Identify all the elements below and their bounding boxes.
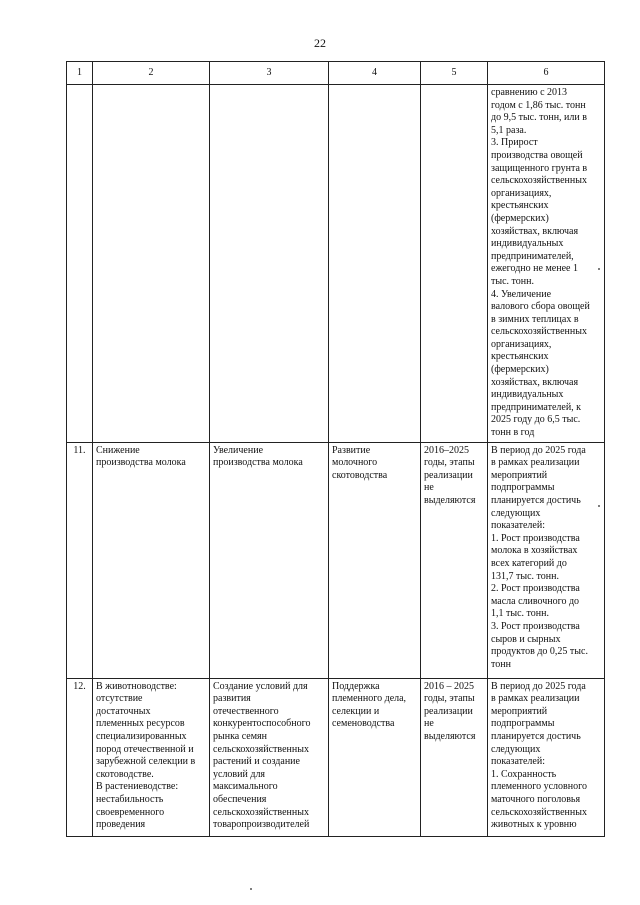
scan-speck bbox=[598, 268, 600, 270]
table-row bbox=[67, 678, 605, 836]
scan-speck bbox=[250, 888, 252, 890]
program-table bbox=[66, 61, 605, 837]
problem-cell: В животноводстве: отсутствие достаточных племенных ресурсов специализированных пород отечественной и зарубежной селекции в скотоводстве. В растениеводстве: нестабильность своевременного проведения bbox=[93, 678, 210, 836]
problem-cell bbox=[93, 85, 210, 443]
row-number bbox=[67, 85, 93, 443]
page-number: 22 bbox=[314, 36, 326, 50]
scan-speck bbox=[598, 505, 600, 507]
table-row bbox=[67, 85, 605, 443]
period-cell bbox=[421, 85, 488, 443]
result-cell: В период до 2025 года в рамках реализации мероприятий подпрограммы планируется достичь следующих показателей: 1. Рост производства молока в хозяйствах всех категорий до 131,7 тыс. тонн. 2. Рост производства масла сливочного до 1,1 тыс. тонн. 3. Рост производства сыров и сырных продуктов до 0,25 тыс. тонн bbox=[488, 442, 605, 678]
goal-cell: Создание условий для развития отечественного конкурентоспособного рынка семян сельскохозяйственных растений и создание условий для максимального обеспечения сельскохозяйственных товаропроизводителей bbox=[210, 678, 329, 836]
goal-cell bbox=[210, 85, 329, 443]
header-col-1: 1 bbox=[67, 62, 93, 85]
subprogram-cell: Поддержка племенного дела, селекции и семеноводства bbox=[329, 678, 421, 836]
period-cell: 2016–2025 годы, этапы реализации не выделяются bbox=[421, 442, 488, 678]
header-col-4: 4 bbox=[329, 62, 421, 85]
header-col-5: 5 bbox=[421, 62, 488, 85]
result-cell: В период до 2025 года в рамках реализации мероприятий подпрограммы планируется достичь следующих показателей: 1. Сохранность племенного условного маточного поголовья сельскохозяйственных животных к уровню bbox=[488, 678, 605, 836]
header-row bbox=[67, 62, 605, 85]
subprogram-cell bbox=[329, 85, 421, 443]
row-number: 11. bbox=[67, 442, 93, 678]
header-col-3: 3 bbox=[210, 62, 329, 85]
goal-cell: Увеличение производства молока bbox=[210, 442, 329, 678]
period-cell: 2016 – 2025 годы, этапы реализации не выделяются bbox=[421, 678, 488, 836]
header-col-6: 6 bbox=[488, 62, 605, 85]
subprogram-cell: Развитие молочного скотоводства bbox=[329, 442, 421, 678]
table-row bbox=[67, 442, 605, 678]
header-col-2: 2 bbox=[93, 62, 210, 85]
problem-cell: Снижение производства молока bbox=[93, 442, 210, 678]
row-number: 12. bbox=[67, 678, 93, 836]
result-cell: сравнению с 2013 годом с 1,86 тыс. тонн до 9,5 тыс. тонн, или в 5,1 раза. 3. Прирост производства овощей защищенного грунта в сельскохозяйственных организациях, крестьянских (фермерских) хозяйствах, включая индивидуальных предпринимателей, ежегодно не менее 1 тыс. тонн. 4. Увеличение валового сбора овощей в зимних теплицах в сельскохозяйственных организациях, крестьянских (фермерских) хозяйствах, включая индивидуальных предпринимателей, к 2025 году до 6,5 тыс. тонн в год bbox=[488, 85, 605, 443]
